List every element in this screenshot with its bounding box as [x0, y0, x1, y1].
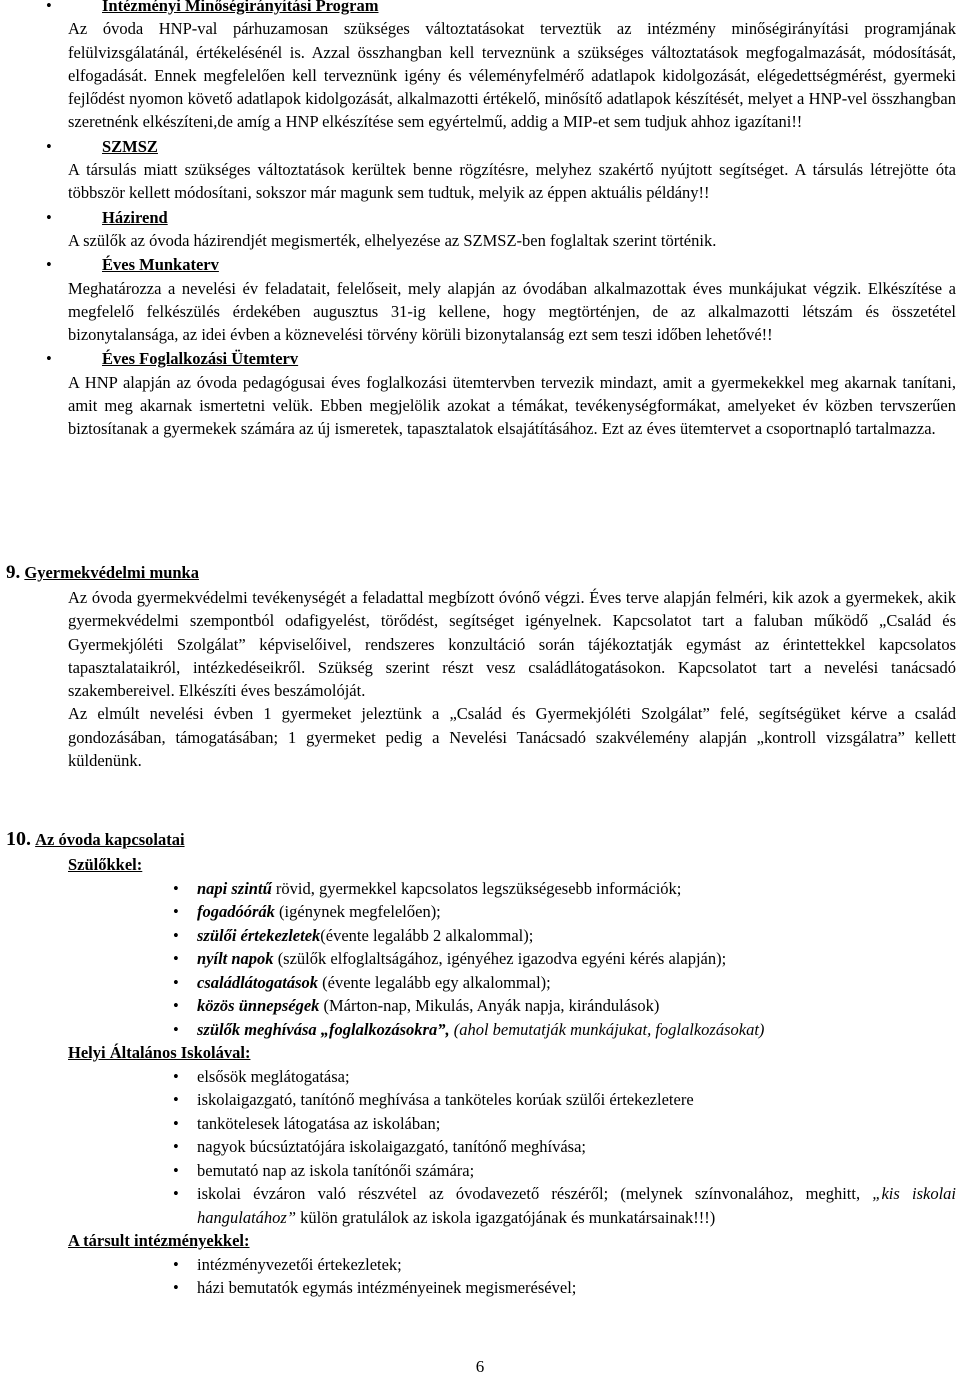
hazirend-paragraph: A szülők az óvoda házirendjét megismerték, elhelyezése az SZMSZ-ben foglaltak szerint történik. [68, 230, 717, 250]
utemterv-title: Éves Foglalkozási Ütemterv [102, 349, 299, 369]
page-number: 6 [475, 1357, 485, 1376]
child-protection-paragraph-2: Az elmúlt nevelési évben 1 gyermeket jeleztünk a „Család és Gyermekjóléti Szolgálat” felé, segítségüket kérve a család gondozásában, támogatásában; 1 gyermeket pedig a Nevelési Tanácsadó szakvélemény alapján „kontroll vizsgálatra” kellett küldenünk. [68, 704, 956, 771]
szmsz-title: SZMSZ [102, 136, 158, 156]
list-item [173, 971, 956, 995]
list-item [173, 1182, 956, 1229]
bullet-icon: • [173, 949, 179, 968]
section-documents [46, 0, 956, 441]
associated-list [173, 1253, 956, 1300]
bullet-icon: • [46, 136, 52, 156]
list-item-text: intézményvezetői értekezletek; [197, 1254, 402, 1274]
list-item [173, 994, 956, 1018]
list-item-text: bemutató nap az iskola tanítónői számára; [197, 1160, 475, 1180]
associated-title: A társult intézményekkel: [68, 1231, 250, 1250]
bullet-icon: • [46, 349, 52, 369]
list-item-text: nagyok búcsúztatójára iskolaigazgató, tanítónő meghívása; [197, 1137, 587, 1156]
parents-subheading: Szülőkkel: [68, 855, 143, 874]
list-item-emphasis: napi szintű [197, 878, 272, 898]
bullet-icon: • [173, 1113, 179, 1133]
section-number: 10. [6, 828, 31, 850]
list-item [173, 1018, 956, 1042]
school-last-text: iskolai évzáron való részvétel az óvodavezető részéről; (melynek színvonalához, meghitt, [197, 1184, 873, 1203]
section-title: Az óvoda kapcsolatai [35, 830, 185, 849]
bullet-icon: • [173, 996, 179, 1015]
list-item [173, 900, 956, 924]
section-title: Gyermekvédelmi munka [24, 563, 199, 582]
bullet-icon: • [46, 255, 52, 275]
utemterv-heading [46, 347, 956, 370]
mip-paragraph: Az óvoda HNP-val párhuzamosan szükséges változtatásokat terveztük az intézmény minőségirányítási programjának felülvizsgálatánál, értékelésénél is. Azzal összhangban kell terveznünk a szükséges változtatások megfogalmazását, módosítását, elfogadását. Ennek megfelelően kell terveznünk igény és véleményfelmérő adatlapok kidolgozását, elégedettségmérést, gyermeki fejlődést nyomon követő adatlapok kidolgozását, alkalmazotti értékelő, minősítő adatlapok készítését, melyet a HNP-vel összhangban szeretnénk elkészíteni,de amíg a HNP elkészítése sem egyértelmű, addig a MIP-et sem tudjuk ahhoz igazítani!! [68, 19, 956, 132]
school-subheading [68, 1041, 956, 1065]
list-item [173, 877, 956, 901]
bullet-icon: • [173, 902, 179, 921]
list-item-emphasis: közös ünnepségek [197, 996, 320, 1015]
bullet-icon: • [173, 878, 179, 898]
mip-heading [46, 0, 956, 17]
list-item [173, 1112, 956, 1136]
bullet-icon: • [46, 0, 52, 15]
list-item-text: házi bemutatók egymás intézményeinek megismerésével; [197, 1278, 577, 1297]
bullet-icon: • [173, 1090, 179, 1109]
list-item-text: rövid, gyermekkel kapcsolatos legszükségesebb információk; [271, 878, 682, 898]
school-last-italic: „kis iskolai hangulatához” [197, 1184, 956, 1227]
munkaterv-heading [46, 253, 956, 276]
list-item [173, 1088, 956, 1112]
list-item-emphasis: fogadóórák [197, 902, 275, 921]
hazirend-title: Házirend [102, 207, 168, 227]
bullet-icon: • [173, 1278, 179, 1297]
school-list [173, 1065, 956, 1183]
list-item [173, 947, 956, 971]
list-item-text: (évente legalább egy alkalommal); [318, 972, 551, 992]
list-item [173, 1135, 956, 1159]
bullet-icon: • [173, 1184, 179, 1203]
list-item-emphasis: szülői értekezletek [197, 925, 321, 945]
bullet-icon: • [173, 1019, 179, 1039]
bullet-icon: • [173, 925, 179, 945]
list-item-text: iskolaigazgató, tanítónő meghívása a tanköteles korúak szülői értekezletere [197, 1090, 694, 1109]
list-item-text: (igénynek megfelelően); [274, 902, 441, 921]
munkaterv-title: Éves Munkaterv [102, 255, 219, 275]
mip-title: Intézményi Minőségirányítási Program [102, 0, 379, 15]
list-item-emphasis: szülők meghívása „foglalkozásokra”, [197, 1019, 450, 1039]
list-item-text: (Márton-nap, Mikulás, Anyák napja, kirándulások) [319, 996, 660, 1015]
hazirend-heading [46, 206, 956, 229]
child-protection-paragraph-1: Az óvoda gyermekvédelmi tevékenységét a feladattal megbízott óvónő végzi. Éves terve alapján felméri, kik azok a gyermekek, akik gyermekvédelmi szempontból odafigyelést, törődést, segítséget igényelnek. Kapcsolatot tart a faluban működő „Család és Gyermekjóléti Szolgálat” képviselőivel, rendszeres konzultáció során tájékoztatják egymást az érintettekkel kapcsolatos tapasztalataikról, intézkedéseikről. Szükség szerint részt vesz családlátogatásokon. Kapcsolatot tart a nevelési tanácsadó szakembereivel. Elkészíti éves beszámolóját. [68, 588, 956, 701]
section-9 [6, 560, 956, 772]
szmsz-heading [46, 135, 956, 158]
utemterv-paragraph: A HNP alapján az óvoda pedagógusai éves foglalkozási ütemtervben tervezik mindazt, amit a gyermekekkel meg akarnak tanítani, amit meg akarnak ismertetni velük. Ebben megjelölik azokat a témákat, tevékenységformákat, amelyeket év közben tervszerűen biztosítanak a gyermekek számára az új ismeretek, tapasztalatok elsajátításához. Ezt az éves ütemtervet a csoportnapló tartalmazza. [68, 372, 956, 439]
szmsz-paragraph: A társulás miatt szükséges változtatások kerültek benne rögzítésre, melyhez szakértő nyújtott segítséget. A társulás létrejötte óta többször kellett módosítani, sokszor már magunk sem tudtuk, melyik az éppen aktuális példány!! [68, 160, 956, 203]
list-item-text: (szülők elfoglaltságához, igényéhez igazodva egyéni kérés alapján); [273, 949, 727, 968]
bullet-icon: • [173, 1160, 179, 1180]
school-title: Helyi Általános Iskolával: [68, 1043, 251, 1062]
bullet-icon: • [173, 972, 179, 992]
parents-list [173, 877, 956, 1042]
section-10 [6, 826, 956, 1300]
list-item-text: (évente legalább 2 alkalommal); [320, 925, 534, 945]
school-list-last [173, 1182, 956, 1229]
list-item-text: tankötelesek látogatása az iskolában; [197, 1113, 441, 1133]
list-item-emphasis: családlátogatások [197, 972, 319, 992]
list-item-emphasis: nyílt napok [197, 949, 274, 968]
list-item [173, 1253, 956, 1277]
list-item-text: elsősök meglátogatása; [197, 1066, 350, 1086]
bullet-icon: • [173, 1066, 179, 1086]
munkaterv-paragraph: Meghatározza a nevelési év feladatait, felelőseit, mely alapján az óvodában alkalmazottak éves munkájukat végzik. Elkészítése a megfelelő felkészülés érdekében augusztus 31-ig kellene, hogy megtörténjen, de az alkalmazotti létszám és összetétel bizonytalansága, az idei évben a köznevelési törvény körüli bizonytalanság ezt sem teszi időben lehetővé!! [68, 278, 956, 345]
bullet-icon: • [46, 207, 52, 227]
list-item [173, 924, 956, 948]
list-item [173, 1065, 956, 1089]
section-number: 9. [6, 562, 21, 583]
section-10-heading [6, 826, 956, 853]
list-item [173, 1276, 956, 1300]
section-9-heading [6, 560, 956, 586]
list-item [173, 1159, 956, 1183]
school-last-tail: külön gratulálok az iskola igazgatójának és munkatársainak!!!) [296, 1207, 716, 1227]
bullet-icon: • [173, 1254, 179, 1274]
associated-subheading [68, 1229, 956, 1253]
bullet-icon: • [173, 1137, 179, 1156]
list-item-text: (ahol bemutatják munkájukat, foglalkozásokat) [449, 1019, 765, 1039]
